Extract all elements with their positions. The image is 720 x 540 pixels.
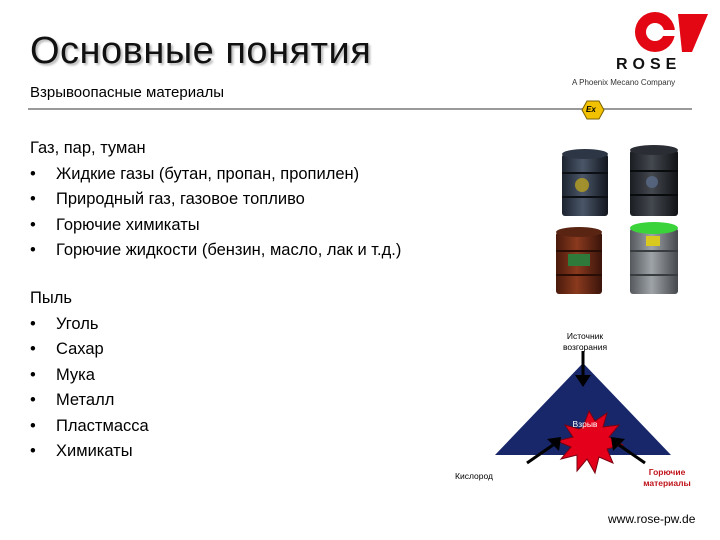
list-item: • Уголь [30,312,149,338]
list-item: • Природный газ, газовое топливо [30,187,401,213]
logo-tagline: A Phoenix Mecano Company [572,78,676,87]
oxygen-label: Кислород [455,471,493,481]
logo-brand-text: ROSE [616,56,682,73]
barrels-illustration [548,140,698,300]
website-link[interactable]: www.rose-pw.de [608,512,696,526]
ex-warning-badge [581,100,605,120]
fire-triangle-diagram [455,325,715,495]
combustibles-label: Горючие материалы [643,467,691,488]
gas-section [30,136,401,264]
dust-section [30,286,149,465]
ex-badge-label: Ex [586,105,596,114]
page-title: Основные понятия [30,30,372,72]
hazard-barrels-icon [548,140,698,300]
dust-heading: Пыль [30,289,72,307]
explosion-label: Взрыв [572,419,598,429]
list-item: • Металл [30,388,149,414]
list-item: • Пластмасса [30,414,149,440]
rose-logo-mark-icon [570,8,712,60]
list-item: • Сахар [30,337,149,363]
list-item: • Химикаты [30,439,149,465]
company-logo [570,8,712,96]
list-item: • Жидкие газы (бутан, пропан, пропилен) [30,162,401,188]
list-item: • Горючие жидкости (бензин, масло, лак и т.д.) [30,238,401,264]
page-subtitle: Взрывоопасные материалы [30,84,224,101]
list-item: • Мука [30,363,149,389]
list-item: • Горючие химикаты [30,213,401,239]
ignition-source-label: Источник возгорания [562,331,608,352]
gas-heading: Газ, пар, туман [30,139,146,157]
